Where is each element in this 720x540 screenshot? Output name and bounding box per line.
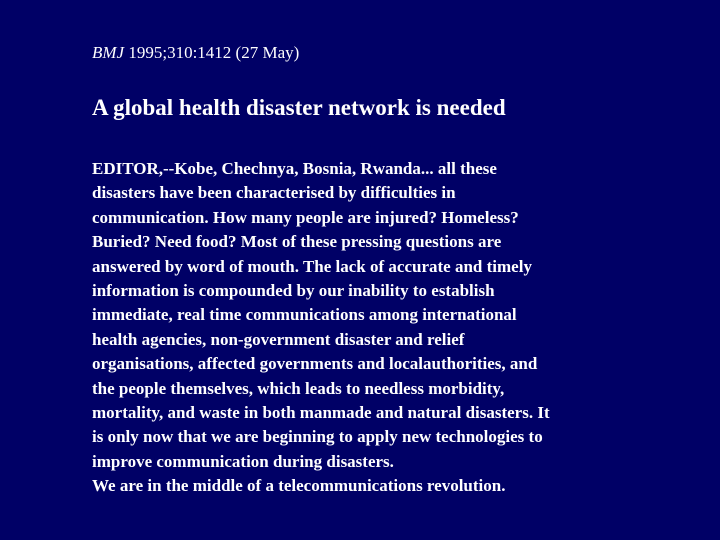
letter-line: answered by word of mouth. The lack of accurate and timely	[92, 256, 532, 276]
letter-line: Buried? Need food? Most of these pressing questions are	[92, 232, 502, 252]
letter-line: information is compounded by our inability to establish	[92, 281, 495, 301]
letter-line: EDITOR,--Kobe, Chechnya, Bosnia, Rwanda... all these	[92, 159, 497, 178]
letter-line: the people themselves, which leads to needless morbidity,	[92, 378, 505, 398]
citation-reference: 1995;310:1412 (27 May)	[128, 43, 300, 62]
letter-line: health agencies, non-government disaster and relief	[92, 329, 465, 349]
letter-line: disasters have been characterised by difficulties in	[92, 183, 456, 203]
page-title: A global health disaster network is needed	[92, 95, 506, 120]
letter-line: immediate, real time communications among international	[92, 305, 517, 325]
letter-body	[92, 157, 652, 499]
letter-line: improve communication during disasters.	[92, 451, 394, 471]
letter-line: communication. How many people are injured? Homeless?	[92, 207, 519, 227]
letter-line: mortality, and waste in both manmade and natural disasters. It	[92, 403, 550, 423]
citation-journal: BMJ	[92, 43, 125, 62]
letter-line: We are in the middle of a telecommunications revolution.	[92, 476, 506, 496]
letter-line: is only now that we are beginning to apply new technologies to	[92, 427, 543, 447]
letter-line: organisations, affected governments and localauthorities, and	[92, 354, 538, 374]
citation	[92, 42, 299, 64]
